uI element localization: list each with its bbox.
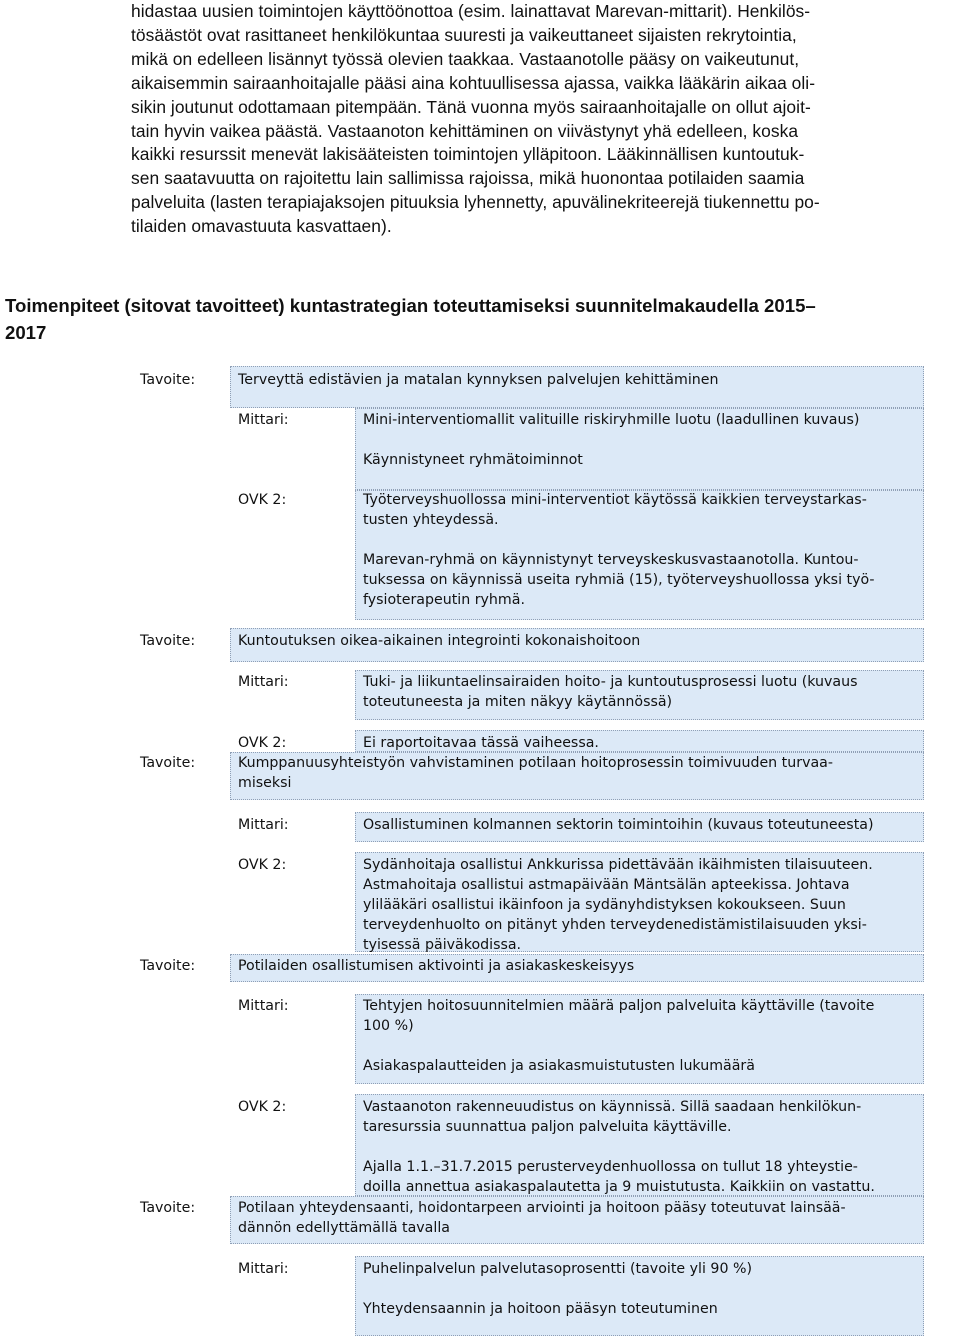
- paragraph-line: kaikki resurssit menevät lakisääteisten toimintojen ylläpitoon. Lääkinnällisen kuntoutuk-: [131, 144, 805, 165]
- paragraph-line: tain hyvin vaikea päästä. Vastaanoton kehittäminen on viivästynyt yhä edelleen, koska: [131, 120, 799, 141]
- paragraph-line: tilaiden omavastuuta kasvattaen).: [131, 216, 392, 237]
- mittari-label: Mittari:: [238, 998, 289, 1014]
- mittari-text: Tuki- ja liikuntaelinsairaiden hoito- ja kuntoutusprosessi luotu (kuvaus toteutuneesta ja miten näkyy käytännössä): [363, 674, 858, 710]
- ovk-text: Sydänhoitaja osallistui Ankkurissa pidettävään ikäihmisten tilaisuuteen. Astmahoitaja osallistui astmapäivään Mäntsälän apteekissa. Johtava ylilääkäri osallistui ikäinfoon ja sydänyhdistyksen kokoukseen. Suun terveydenhuolto on pitänyt yhden terveydenedistämistilaisuuden yksi- tyisessä päiväkodissa.: [363, 857, 873, 953]
- heading-line: 2017: [5, 322, 47, 343]
- mittari-text: Asiakaspalautteiden ja asiakasmuistutusten lukumäärä: [363, 1058, 755, 1074]
- mittari-text: Osallistuminen kolmannen sektorin toimintoihin (kuvaus toteutuneesta): [363, 817, 874, 833]
- ovk-text: Ajalla 1.1.–31.7.2015 perusterveydenhuollossa on tullut 18 yhteystie- doilla annettua asiakaspalautetta ja 9 muistutusta. Kaikkiin on vastattu.: [363, 1159, 875, 1195]
- mittari-label: Mittari:: [238, 674, 289, 690]
- paragraph-line: aikaisemmin sairaanhoitajalle pääsi aina kohtuullisessa ajassa, vaikka lääkärin aikaa oli-: [131, 72, 816, 93]
- paragraph-line: hidastaa uusien toimintojen käyttöönottoa (esim. lainattavat Marevan-mittarit). Henkilös-: [131, 1, 811, 21]
- mittari-text: Käynnistyneet ryhmätoiminnot: [363, 452, 583, 468]
- tavoite-label: Tavoite:: [140, 1200, 196, 1216]
- mittari-label: Mittari:: [238, 817, 289, 833]
- heading-line: Toimenpiteet (sitovat tavoitteet) kuntastrategian toteuttamiseksi suunnitelmakaudella 2015–: [5, 295, 816, 316]
- ovk-text: Työterveyshuollossa mini-interventiot käytössä kaikkien terveystarkas- tusten yhteydessä.: [363, 492, 867, 528]
- ovk-text: Marevan-ryhmä on käynnistynyt terveyskeskusvastaanotolla. Kuntou- tuksessa on käynnissä useita ryhmiä (15), työterveyshuollossa yksi työ- fysioterapeutin ryhmä.: [363, 552, 875, 608]
- paragraph-line: sikin joutunut odottamaan pitempään. Tänä vuonna myös sairaanhoitajalle on ollut ajoit-: [131, 96, 811, 117]
- ovk-text: Vastaanoton rakenneuudistus on käynnissä. Sillä saadaan henkilökun- taresurssia suunnattua paljon palveluita käyttäville.: [363, 1099, 862, 1135]
- tavoite-label: Tavoite:: [140, 755, 196, 771]
- tavoite-label: Tavoite:: [140, 958, 196, 974]
- ovk-label: OVK 2:: [238, 857, 287, 873]
- paragraph-line: tösäästöt ovat rasittaneet henkilökuntaa suuresti ja vaikeuttaneet sijaisten rekrytointia,: [131, 24, 797, 45]
- tavoite-text: Kumppanuusyhteistyön vahvistaminen potilaan hoitoprosessin toimivuuden turvaa- miseksi: [238, 755, 833, 791]
- mittari-label: Mittari:: [238, 1261, 289, 1277]
- paragraph-line: palveluita (lasten terapiajaksojen pituuksia lyhennetty, apuvälinekriteerejä tiukennettu po-: [131, 192, 820, 213]
- ovk-label: OVK 2:: [238, 735, 287, 751]
- paragraph-line: sen saatavuutta on rajoitettu lain sallimissa rajoissa, mikä huonontaa potilaiden saamia: [131, 168, 805, 189]
- paragraph-line: mikä on edelleen lisännyt työssä olevien taakkaa. Vastaanotolle pääsy on vaikeutunut,: [131, 48, 800, 69]
- mittari-text: Mini-interventiomallit valituille riskiryhmille luotu (laadullinen kuvaus): [363, 412, 860, 428]
- mittari-label: Mittari:: [238, 412, 289, 428]
- mittari-text: Tehtyjen hoitosuunnitelmien määrä paljon palveluita käyttäville (tavoite 100 %): [363, 998, 875, 1034]
- tavoite-text: Potilaan yhteydensaanti, hoidontarpeen arviointi ja hoitoon pääsy toteutuvat lainsää- dännön edellyttämällä tavalla: [238, 1200, 846, 1236]
- tavoite-label: Tavoite:: [140, 372, 196, 388]
- mittari-text: Yhteydensaannin ja hoitoon pääsyn toteutuminen: [363, 1301, 718, 1317]
- ovk-text: Ei raportoitavaa tässä vaiheessa.: [363, 735, 599, 751]
- mittari-text: Puhelinpalvelun palvelutasoprosentti (tavoite yli 90 %): [363, 1261, 752, 1277]
- tavoite-text: Potilaiden osallistumisen aktivointi ja asiakaskeskeisyys: [238, 958, 635, 974]
- tavoite-label: Tavoite:: [140, 633, 196, 649]
- tavoite-text: Kuntoutuksen oikea-aikainen integrointi kokonaishoitoon: [238, 633, 641, 649]
- ovk-label: OVK 2:: [238, 1099, 287, 1115]
- tavoite-text: Terveyttä edistävien ja matalan kynnyksen palvelujen kehittäminen: [238, 372, 719, 388]
- ovk-label: OVK 2:: [238, 492, 287, 508]
